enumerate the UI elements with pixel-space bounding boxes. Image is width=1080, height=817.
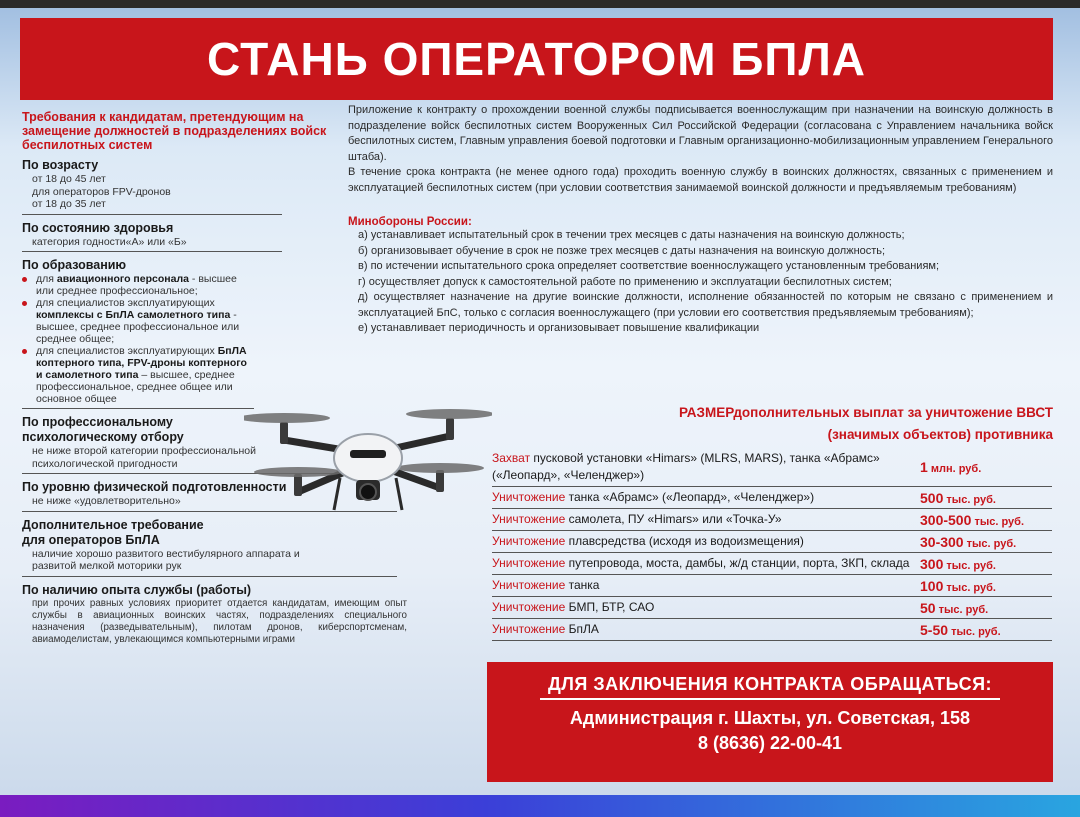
- drone-illustration: [244, 392, 492, 532]
- health-section: [22, 221, 282, 253]
- bullet-bold: авиационного персонала: [56, 273, 189, 285]
- payment-action: Уничтожение: [492, 512, 566, 526]
- bullet-text: для специалистов эксплуатирующих: [36, 297, 215, 309]
- bottom-edge-strip: [0, 795, 1080, 817]
- payment-amount: [910, 578, 1052, 594]
- payment-label: [492, 621, 910, 638]
- payment-amount: [910, 600, 1052, 616]
- age-heading: По возрасту: [22, 158, 99, 172]
- payment-target: плавсредства (исходя из водоизмещения): [565, 534, 804, 548]
- education-bullet: [22, 345, 254, 405]
- psych-heading: По профессиональному психологическому отбору: [22, 415, 184, 444]
- amount-unit: тыс. руб.: [943, 493, 996, 506]
- payment-row: [492, 531, 1052, 553]
- bullet-text: для специалистов эксплуатирующих: [36, 345, 218, 357]
- amount-unit: тыс. руб.: [943, 581, 996, 594]
- payment-action: Уничтожение: [492, 534, 566, 548]
- payment-amount: [910, 622, 1052, 638]
- amount-value: 100: [920, 577, 944, 594]
- contact-box: [487, 662, 1053, 782]
- ministry-item: а) устанавливает испытательный срок в течении трех месяцев с даты назначения на воинскую должность;: [358, 229, 905, 241]
- title-banner: [20, 18, 1053, 100]
- extra-text: наличие хорошо развитого вестибулярного аппарата и развитой мелкой моторики рук: [32, 547, 300, 572]
- top-edge-strip: [0, 0, 1080, 8]
- bullet-bold: БпЛА коптерного типа, FPV-дроны коптерного и самолетного типа: [36, 345, 247, 381]
- ministry-item: в) по истечении испытательного срока определяет соответствие военнослужащего установленным требованиям;: [358, 260, 940, 272]
- ministry-item: г) осуществляет допуск к самостоятельной работе по применению и эксплуатации беспилотных систем;: [358, 275, 892, 288]
- payment-row: [492, 553, 1052, 575]
- amount-value: 500: [920, 489, 944, 506]
- payment-action: Захват: [492, 451, 531, 465]
- education-section: [22, 258, 254, 409]
- amount-unit: млн. руб.: [927, 463, 982, 475]
- payment-row: [492, 575, 1052, 597]
- physical-text: не ниже «удовлетворительно»: [32, 495, 181, 507]
- payment-row: [492, 448, 1052, 487]
- age-line: от 18 до 35 лет: [32, 198, 106, 210]
- payments-table: [492, 448, 1052, 641]
- amount-value: 5-50: [920, 621, 949, 638]
- bullet-text: - высшее, среднее профессиональное или среднее общее;: [36, 309, 240, 345]
- amount-value: 1: [920, 459, 928, 475]
- payment-amount: [910, 512, 1052, 528]
- payment-amount: [910, 534, 1052, 550]
- amount-unit: тыс. руб.: [935, 603, 989, 616]
- amount-unit: тыс. руб.: [948, 625, 1001, 638]
- payment-amount: [910, 490, 1052, 506]
- extra-heading: Дополнительное требование для операторов БпЛА: [22, 517, 204, 547]
- health-text: категория годности«А» или «Б»: [32, 235, 187, 248]
- bullet-bold: комплексы с БпЛА самолетного типа: [36, 309, 231, 321]
- psych-text: не ниже второй категории профессиональной психологической пригодности: [32, 445, 257, 470]
- bullet-text: – высшее, среднее профессиональное, среднее общее или основное общее: [36, 369, 235, 405]
- payment-action: Уничтожение: [492, 578, 566, 592]
- payment-amount: [910, 459, 1052, 475]
- payments-title: [560, 402, 1053, 446]
- amount-unit: тыс. руб.: [943, 559, 996, 572]
- contact-address: Администрация г. Шахты, ул. Советская, 158: [569, 708, 971, 728]
- payment-target: БМП, БТР, САО: [565, 600, 655, 614]
- payment-label: [492, 511, 910, 528]
- ministry-title: Минобороны России:: [348, 216, 472, 228]
- payment-row: [492, 487, 1052, 509]
- amount-unit: тыс. руб.: [971, 515, 1025, 528]
- contact-phone[interactable]: 8 (8636) 22-00-41: [697, 733, 843, 753]
- experience-text: при прочих равных условиях приоритет отдается кандидатам, имеющим опыт службы в авиационных воинских частях, подразделениях специального назначения (разведывательным), пилотам дронов, киберспортсменам, авиамоделистам, увлекающимся компьютерными играми: [32, 597, 407, 645]
- payment-target: танка: [565, 578, 600, 592]
- bullet-text: - высшее или среднее профессиональное;: [36, 273, 237, 297]
- page-title: СТАНЬ ОПЕРАТОРОМ БПЛА: [207, 33, 866, 85]
- amount-value: 30-300: [920, 533, 964, 550]
- payment-amount: [910, 556, 1052, 572]
- payment-label: [492, 599, 910, 616]
- payments-title-line: (значимых объектов) противника: [827, 427, 1053, 442]
- age-line: для операторов FPV-дронов: [32, 185, 171, 198]
- contract-info-column: [348, 103, 1053, 337]
- intro-paragraph: Приложение к контракту о прохождении военной службы подписывается военнослужащим при назначении на воинскую должность в подразделение войск беспилотных систем Вооруженных Сил Российской Федерации (согласована с Управлением начальника войск беспилотных систем, Главным управления боевой подготовки и Главным организационно-мобилизационным управлением Генерального штаба).: [348, 104, 1053, 163]
- payment-label: [492, 577, 910, 594]
- payment-action: Уничтожение: [492, 600, 566, 614]
- ministry-item: д) осуществляет назначение на другие воинские должности, исполнение обязанностей по которым не связано с применением и эксплуатацией БпС, только с согласия военнослужащего (при условии его соответствия предъявляемым требованиям);: [358, 291, 1053, 319]
- payment-row: [492, 509, 1052, 531]
- ministry-item: е) устанавливает периодичность и организовывает повышение квалификации: [358, 322, 760, 334]
- age-section: [22, 158, 282, 215]
- experience-section: [22, 583, 412, 649]
- payment-action: Уничтожение: [492, 490, 566, 504]
- bullet-text: для: [36, 273, 57, 285]
- amount-value: 300-500: [920, 511, 972, 528]
- payment-row: [492, 619, 1052, 641]
- payment-target: путепровода, моста, дамбы, ж/д станции, порта, ЗКП, склада: [565, 556, 910, 570]
- intro-paragraph: В течение срока контракта (не менее одного года) проходить военную службу в воинских должностях, связанных с применением и эксплуатацией беспилотных систем (при условии соответствия занимаемой воинской должности и предъявляемым требованиям): [348, 166, 1053, 194]
- amount-value: 50: [920, 599, 936, 616]
- payment-row: [492, 597, 1052, 619]
- education-heading: По образованию: [22, 258, 127, 272]
- physical-heading: По уровню физической подготовленности: [22, 480, 287, 494]
- contact-heading: ДЛЯ ЗАКЛЮЧЕНИЯ КОНТРАКТА ОБРАЩАТЬСЯ:: [540, 672, 1000, 700]
- payment-target: БпЛА: [565, 622, 599, 636]
- amount-unit: тыс. руб.: [963, 537, 1017, 550]
- experience-heading: По наличию опыта службы (работы): [22, 582, 252, 597]
- payment-target: самолета, ПУ «Himars» или «Точка-У»: [565, 512, 782, 526]
- payment-action: Уничтожение: [492, 622, 566, 636]
- payment-label: [492, 533, 910, 550]
- payment-target: пусковой установки «Himars» (MLRS, MARS), танка «Абрамс» («Леопард», «Челенджер»): [492, 451, 880, 482]
- education-bullet: [22, 297, 254, 345]
- payments-title-line: РАЗМЕРдополнительных выплат за уничтожение ВВСТ: [678, 405, 1053, 420]
- payment-label: [492, 450, 910, 484]
- amount-value: 300: [920, 555, 944, 572]
- age-line: от 18 до 45 лет: [32, 173, 106, 185]
- payment-action: Уничтожение: [492, 556, 566, 570]
- payment-target: танка «Абрамс» («Леопард», «Челенджер»): [565, 490, 815, 504]
- payment-label: [492, 555, 910, 572]
- education-bullet: [22, 273, 254, 297]
- health-heading: По состоянию здоровья: [22, 220, 174, 235]
- requirements-title: Требования к кандидатам, претендующим на замещение должностей в подразделениях войск беспилотных систем: [22, 110, 327, 152]
- ministry-item: б) организовывает обучение в срок не позже трех месяцев с даты назначения на воинскую должность;: [358, 244, 886, 257]
- payment-label: [492, 489, 910, 506]
